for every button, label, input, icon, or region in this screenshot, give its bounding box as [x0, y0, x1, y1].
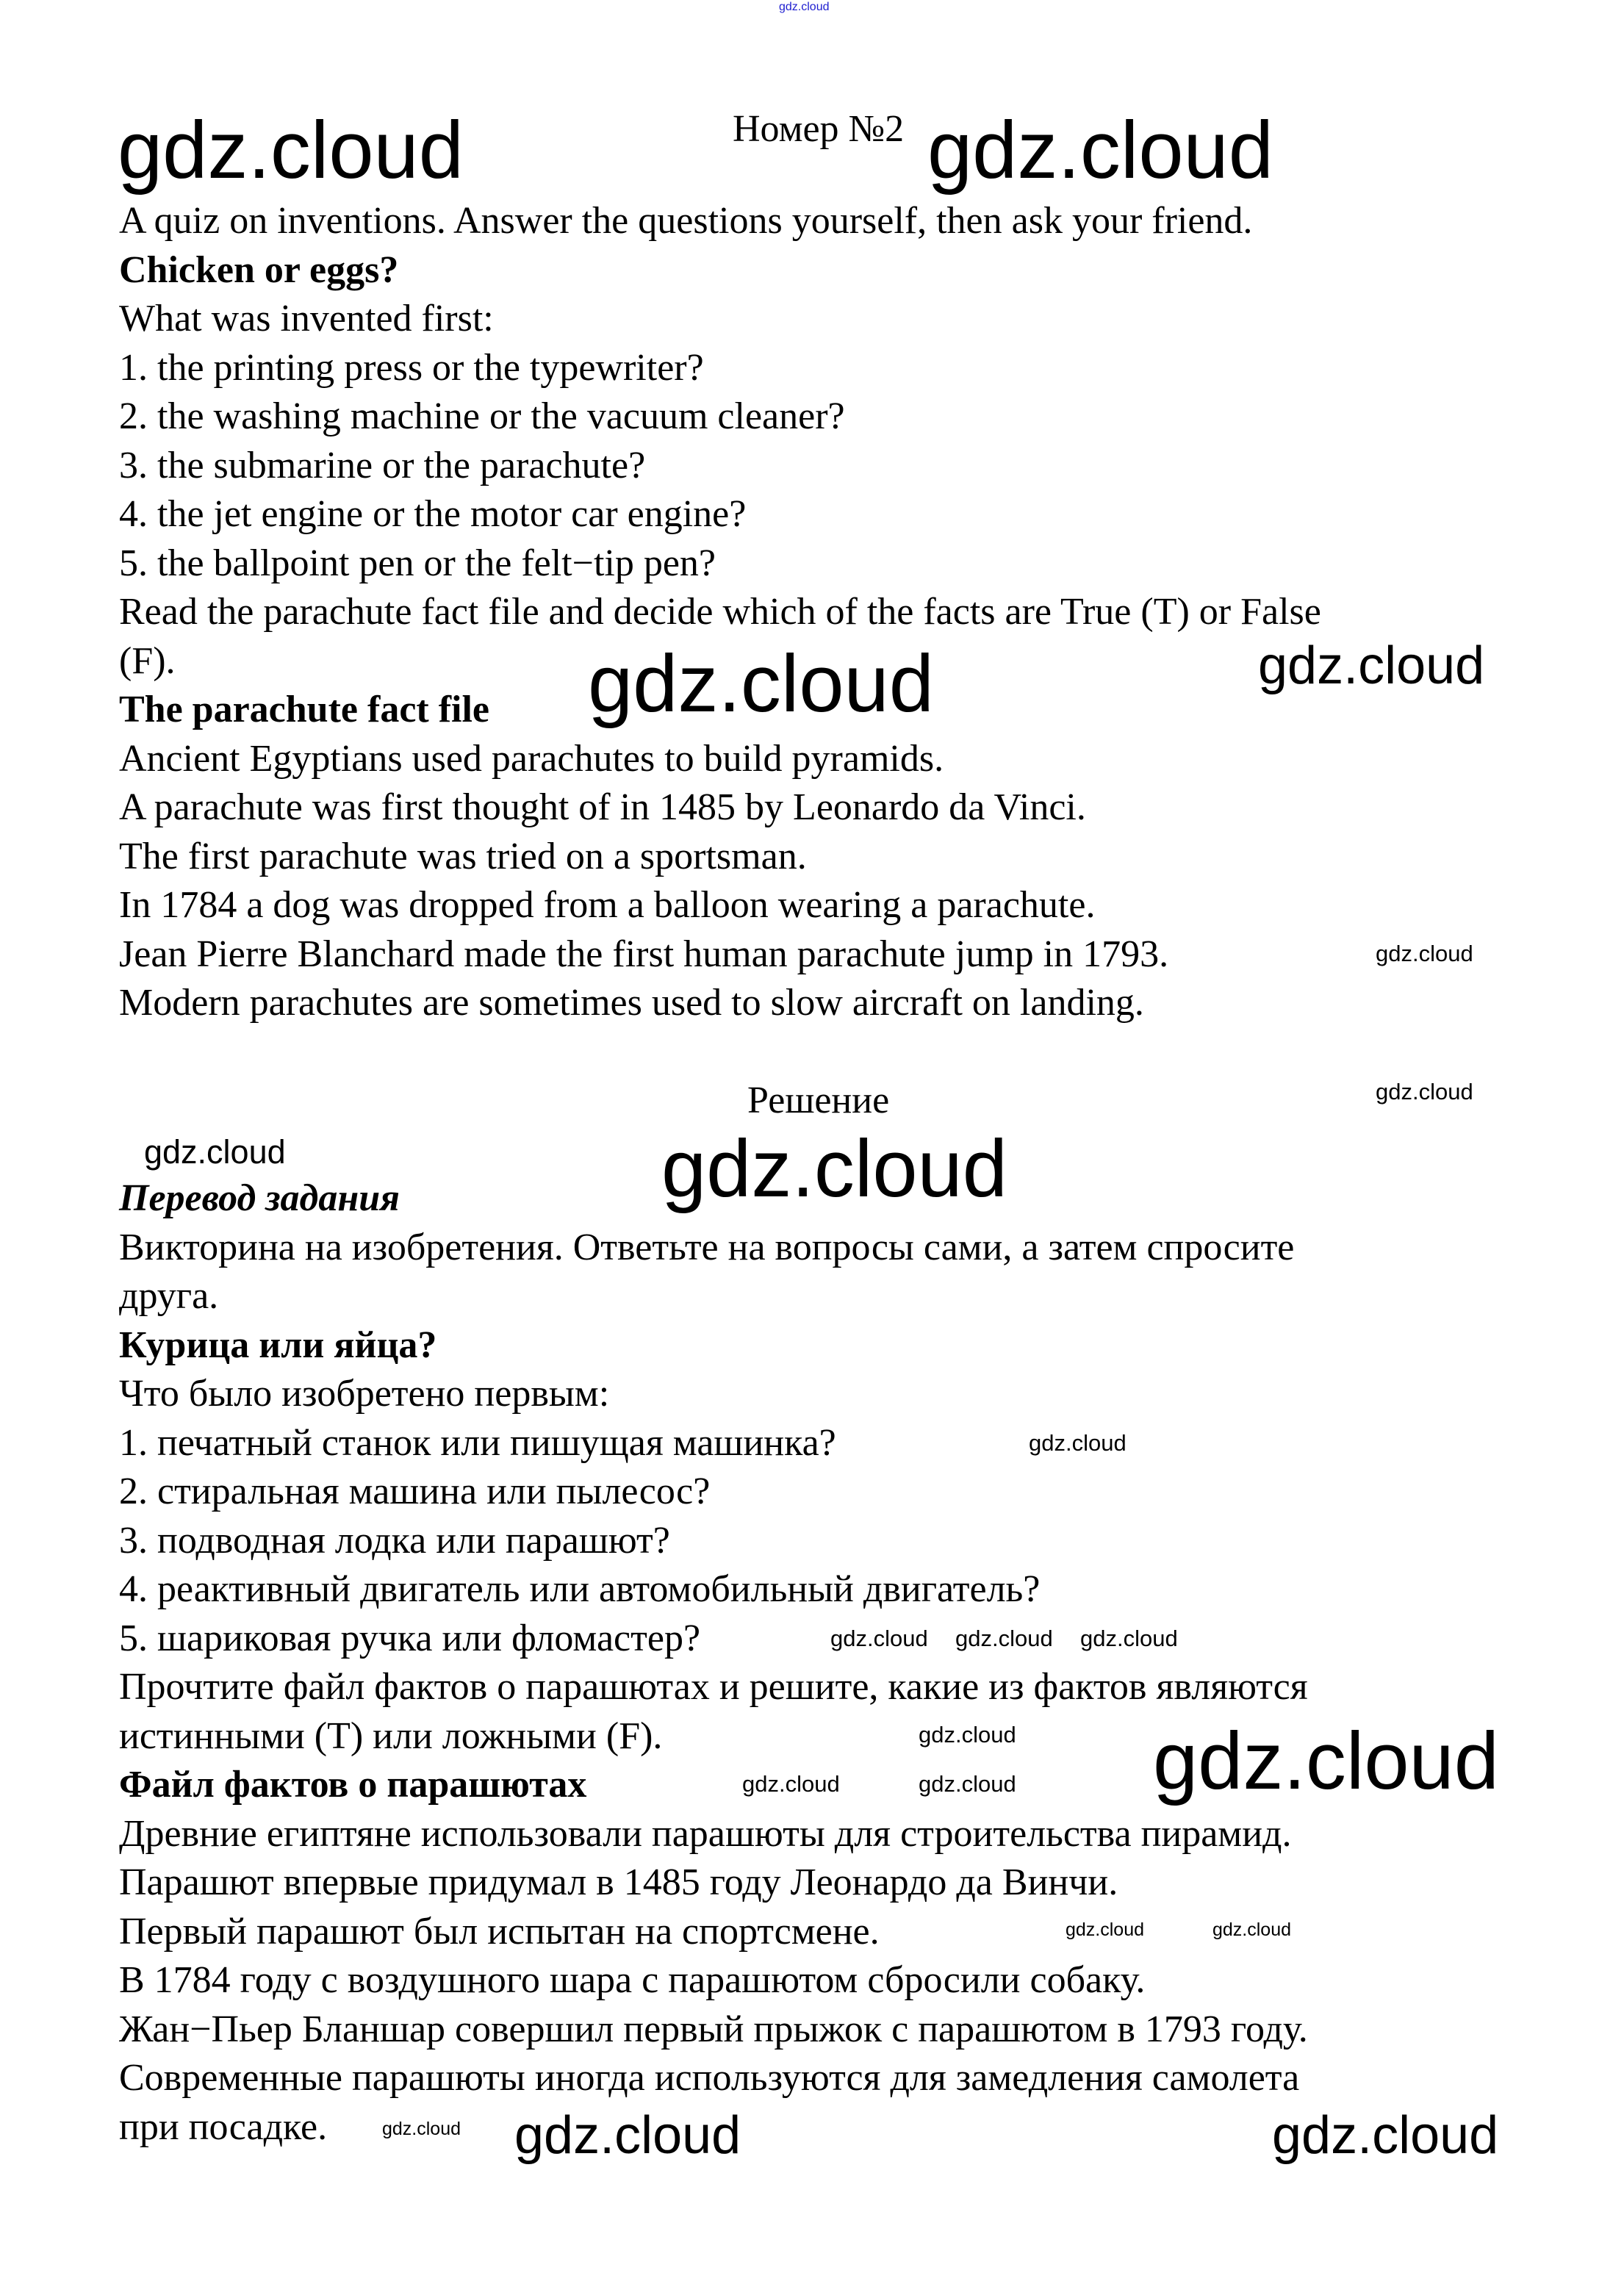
watermark: gdz.cloud	[1153, 1716, 1499, 1806]
intro-text: A quiz on inventions. Answer the questions yourself, then ask your friend.	[119, 200, 1253, 242]
solution-title-row	[119, 1077, 890, 1126]
instruction-text: (F).	[119, 639, 176, 682]
watermark: gdz.cloud	[1376, 1079, 1473, 1105]
watermark: gdz.cloud	[1029, 1430, 1127, 1456]
watermark: gdz.cloud	[382, 2119, 461, 2139]
fact-item: Ancient Egyptians used parachutes to build pyramids.	[119, 737, 944, 780]
watermark: gdz.cloud	[1272, 2106, 1499, 2165]
heading-chicken-or-eggs: Chicken or eggs?	[119, 248, 399, 291]
list-item: 2. стиральная машина или пылесос?	[119, 1470, 711, 1512]
fact-item: Древние египтяне использовали парашюты для строительства пирамид.	[119, 1812, 1292, 1855]
fact-item: A parachute was first thought of in 1485 by Leonardo da Vinci.	[119, 786, 1086, 828]
list-item: 4. the jet engine or the motor car engine?	[119, 493, 747, 535]
list-item: 1. the printing press or the typewriter?	[119, 346, 704, 389]
fact-item: при посадке.	[119, 2105, 328, 2148]
list-item: 1. печатный станок или пишущая машинка?	[119, 1421, 836, 1464]
fact-item: Парашют впервые придумал в 1485 году Леонардо да Винчи.	[119, 1861, 1118, 1903]
intro-text-ru: Викторина на изобретения. Ответьте на вопросы сами, а затем спросите	[119, 1226, 1295, 1268]
instruction-text-ru: истинными (T) или ложными (F).	[119, 1714, 663, 1757]
watermark: gdz.cloud	[742, 1771, 840, 1797]
question-text-ru: Что было изобретено первым:	[119, 1373, 610, 1415]
heading-chicken-or-eggs-ru: Курица или яйца?	[119, 1323, 437, 1366]
list-item: 5. the ballpoint pen or the felt−tip pen?	[119, 542, 716, 584]
list-item: 4. реактивный двигатель или автомобильный двигатель?	[119, 1568, 1041, 1610]
heading-fact-file: The parachute fact file	[119, 689, 490, 730]
solution-title: Решение	[747, 1080, 890, 1121]
fact-item: Modern parachutes are sometimes used to slow aircraft on landing.	[119, 982, 1144, 1024]
fact-item: The first parachute was tried on a sportsman.	[119, 835, 807, 877]
watermark: gdz.cloud	[1066, 1919, 1145, 1940]
watermark: gdz.cloud	[1080, 1626, 1178, 1651]
translation-heading: Перевод задания	[119, 1177, 400, 1219]
watermark: gdz.cloud	[919, 1771, 1016, 1797]
watermark: gdz.cloud	[927, 105, 1273, 195]
watermark: gdz.cloud	[1212, 1919, 1292, 1940]
fact-item: Jean Pierre Blanchard made the first human parachute jump in 1793.	[119, 933, 1169, 975]
fact-item: Первый парашют был испытан на спортсмене.	[119, 1910, 880, 1953]
watermark: gdz.cloud	[830, 1626, 928, 1651]
watermark: gdz.cloud	[118, 105, 464, 195]
fact-item: In 1784 a dog was dropped from a balloon wearing a parachute.	[119, 884, 1096, 926]
watermark: gdz.cloud	[955, 1626, 1053, 1651]
fact-item: В 1784 году с воздушного шара с парашютом сбросили собаку.	[119, 1959, 1146, 2001]
fact-item: Современные парашюты иногда используются для замедления самолета	[119, 2057, 1300, 2099]
list-item: 3. the submarine or the parachute?	[119, 444, 646, 486]
list-item: 3. подводная лодка или парашют?	[119, 1519, 670, 1562]
list-item: 5. шариковая ручка или фломастер?	[119, 1617, 701, 1659]
intro-text-ru: друга.	[119, 1275, 219, 1317]
instruction-text-ru: Прочтите файл фактов о парашютах и решите, какие из фактов являются	[119, 1666, 1308, 1708]
fact-item: Жан−Пьер Бланшар совершил первый прыжок с парашютом в 1793 году.	[119, 2008, 1308, 2050]
instruction-text: Read the parachute fact file and decide which of the facts are True (T) or False	[119, 591, 1321, 633]
list-item: 2. the washing machine or the vacuum cleaner?	[119, 395, 845, 437]
watermark: gdz.cloud	[144, 1133, 286, 1171]
question-text: What was invented first:	[119, 298, 494, 340]
watermark: gdz.cloud	[1376, 941, 1473, 966]
watermark: gdz.cloud	[661, 1124, 1007, 1214]
watermark: gdz.cloud	[919, 1722, 1016, 1748]
watermark: gdz.cloud	[588, 639, 934, 729]
watermark: gdz.cloud	[1258, 636, 1485, 695]
watermark: gdz.cloud	[779, 1, 830, 13]
exercise-number: Номер №2	[733, 108, 905, 150]
heading-fact-file-ru: Файл фактов о парашютах	[119, 1764, 587, 1806]
watermark: gdz.cloud	[514, 2106, 741, 2165]
